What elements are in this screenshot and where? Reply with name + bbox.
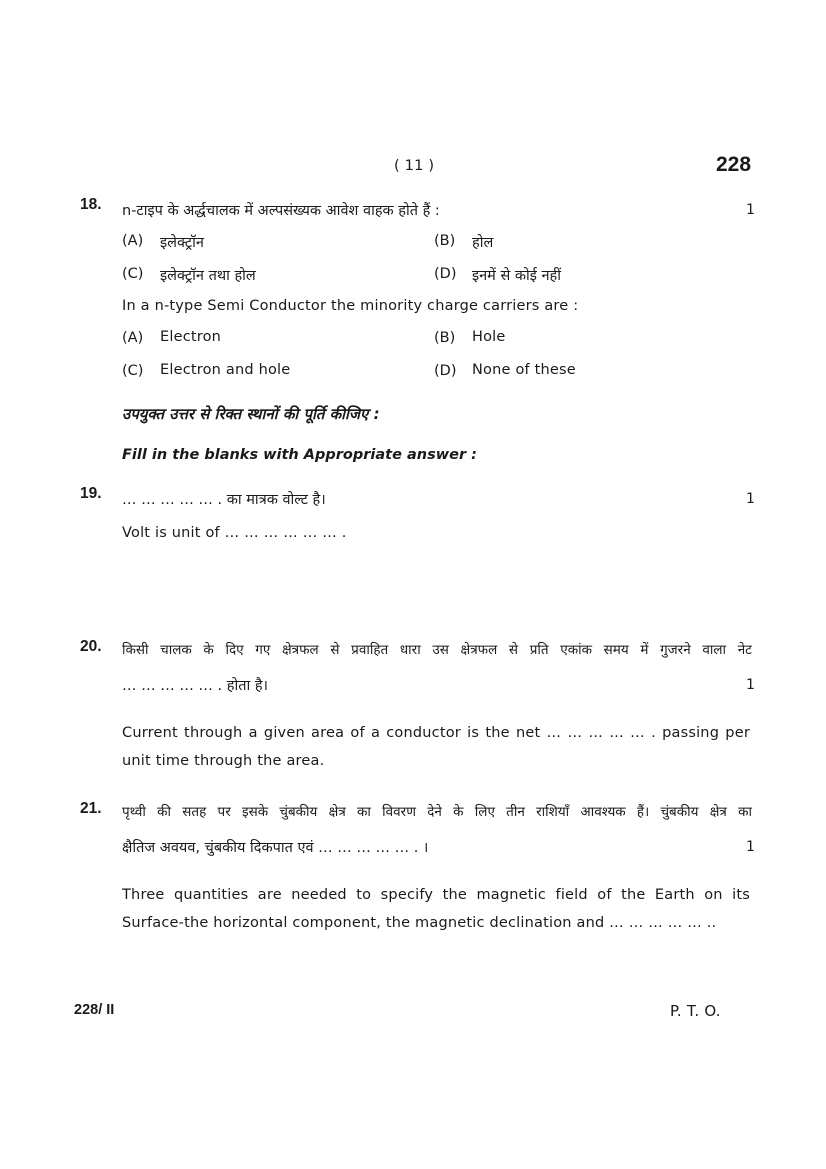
option-text: इलेक्ट्रॉन [160, 235, 204, 251]
question-text-hindi-line2: क्षैतिज अवयव, चुंबकीय दिकपात एवं … … … … … . । [122, 840, 429, 856]
footer-pto: P. T. O. [670, 1002, 721, 1020]
marks: 1 [746, 839, 755, 855]
question-number: 18. [80, 196, 102, 213]
option-label: (D) [434, 363, 457, 379]
option-label: (D) [434, 266, 457, 282]
question-text-hindi: … … … … … . का मात्रक वोल्ट है। [122, 492, 326, 508]
option-text: Electron [160, 329, 222, 345]
question-text-hindi-line2: … … … … … . होता है। [122, 678, 269, 694]
option-label: (C) [122, 363, 144, 379]
page-number: ( 11 ) [394, 158, 435, 174]
marks: 1 [746, 677, 755, 693]
question-text-english: In a n-type Semi Conductor the minority charge carriers are : [122, 298, 579, 314]
question-text-hindi-line1: पृथ्वी की सतह पर इसके चुंबकीय क्षेत्र का विवरण देने के लिए तीन राशियाँ आवश्यक हैं। चुंबकीय क्षेत्र का [122, 804, 752, 820]
question-number: 19. [80, 485, 102, 502]
section-heading-hindi: उपयुक्त उत्तर से रिक्त स्थानों की पूर्ति कीजिए : [122, 405, 380, 423]
question-text-english-line2: unit time through the area. [122, 753, 325, 769]
marks: 1 [746, 491, 755, 507]
question-text-english-line1: Three quantities are needed to specify the magnetic field of the Earth on its [122, 887, 750, 903]
question-text-english: Volt is unit of … … … … … … . [122, 525, 347, 541]
question-text-hindi-line1: किसी चालक के दिए गए क्षेत्रफल से प्रवाहित धारा उस क्षेत्रफल से प्रति एकांक समय में गुजरने वाला नेट [122, 642, 752, 658]
section-heading-english: Fill in the blanks with Appropriate answer : [122, 447, 477, 463]
paper-code: 228 [716, 153, 752, 176]
marks: 1 [746, 202, 755, 218]
option-text: होल [472, 235, 494, 251]
question-text-english-line2: Surface-the horizontal component, the magnetic declination and … … … … … .. [122, 915, 717, 931]
footer-code: 228/ II [74, 1002, 115, 1018]
option-label: (A) [122, 233, 144, 249]
question-number: 20. [80, 638, 102, 655]
option-label: (C) [122, 266, 144, 282]
option-text: None of these [472, 362, 576, 378]
option-label: (B) [434, 233, 456, 249]
option-label: (A) [122, 330, 144, 346]
option-label: (B) [434, 330, 456, 346]
option-text: Hole [472, 329, 506, 345]
question-text-hindi: n-टाइप के अर्द्धचालक में अल्पसंख्यक आवेश वाहक होते हैं : [122, 203, 440, 219]
question-number: 21. [80, 800, 102, 817]
option-text: इनमें से कोई नहीं [472, 268, 561, 284]
option-text: इलेक्ट्रॉन तथा होल [160, 268, 256, 284]
option-text: Electron and hole [160, 362, 291, 378]
question-text-english-line1: Current through a given area of a conductor is the net … … … … … . passing per [122, 725, 750, 741]
